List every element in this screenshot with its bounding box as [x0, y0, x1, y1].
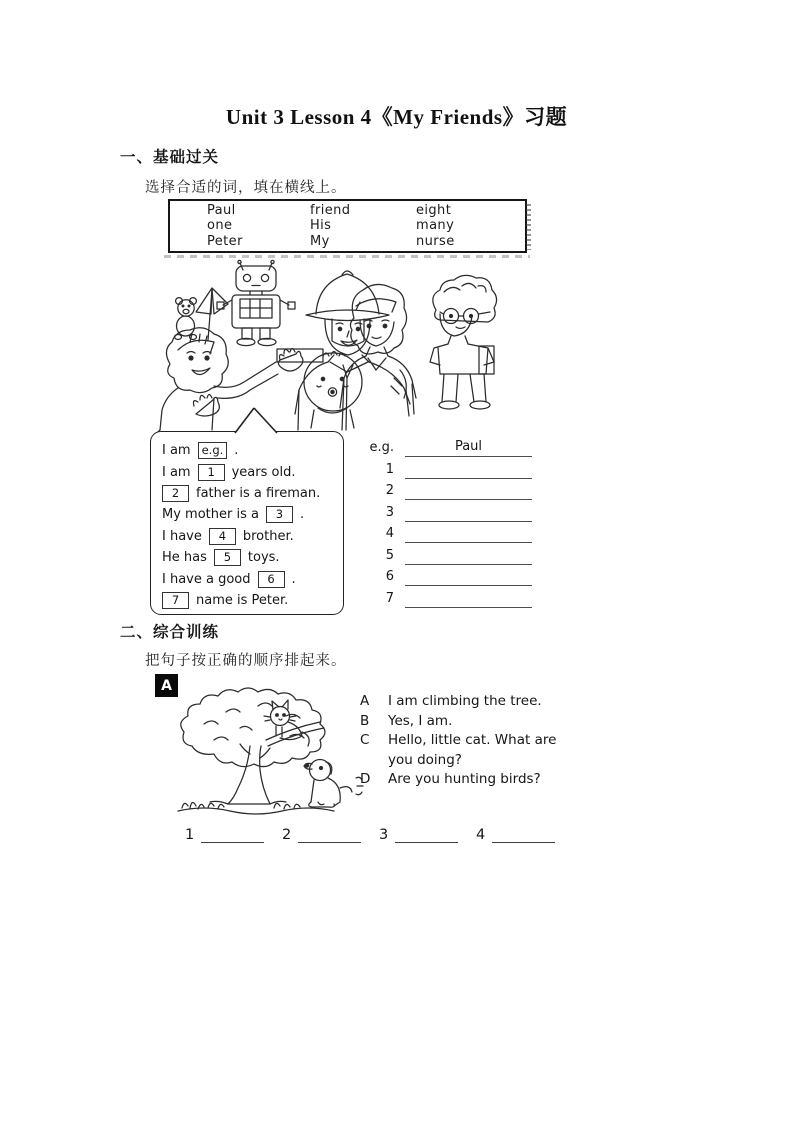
sentence-text: brother.	[242, 528, 294, 544]
answer-label: 7	[385, 590, 394, 606]
option-row	[360, 692, 576, 712]
word-bank-word: My	[310, 233, 330, 249]
order-blanks	[185, 828, 573, 843]
sentence-row	[162, 590, 343, 611]
word-bank-word: Peter	[207, 233, 243, 249]
dog-drawing	[304, 760, 363, 808]
option-letter: A	[360, 693, 370, 709]
order-blank-line	[298, 830, 361, 843]
page-title: Unit 3 Lesson 4《My Friends》习题	[225, 105, 568, 129]
answer-blank	[405, 568, 532, 586]
answer-label: e.g.	[369, 440, 394, 456]
order-blank-item	[476, 828, 573, 843]
option-letter: B	[360, 712, 370, 729]
speech-bubble	[150, 431, 344, 615]
answer-column	[362, 436, 532, 608]
answer-blank	[405, 461, 532, 479]
answer-label: 3	[385, 504, 394, 520]
answer-row	[362, 565, 532, 586]
option-letter: D	[360, 771, 371, 787]
speech-bubble-tail	[233, 406, 279, 434]
answer-label: 1	[385, 461, 394, 477]
answer-row	[362, 479, 532, 500]
option-text: Yes, I am.	[388, 712, 453, 729]
blank-number-box: 4	[209, 528, 236, 545]
word-bank-box	[168, 199, 527, 253]
blank-number-box: 2	[162, 485, 189, 502]
answer-label: 5	[385, 547, 394, 563]
sentence-row	[162, 568, 343, 589]
answer-row	[362, 457, 532, 478]
sentence-text: father is a fireman.	[196, 485, 321, 501]
option-text: I am climbing the tree.	[388, 693, 542, 709]
glasses-boy-drawing	[430, 275, 497, 409]
order-blank-line	[201, 830, 264, 843]
cat-drawing	[264, 700, 324, 746]
sentence-text: name is Peter.	[196, 592, 289, 608]
answer-blank	[405, 504, 532, 522]
answer-label: 6	[385, 569, 394, 585]
blank-number-box: 7	[162, 592, 189, 609]
answer-label: 2	[385, 483, 394, 499]
option-text: Are you hunting birds?	[388, 771, 541, 787]
sentence-row	[162, 547, 343, 568]
answer-row	[362, 522, 532, 543]
answer-blank	[405, 482, 532, 500]
word-bank-word: His	[310, 218, 332, 234]
section2-instruction: 把句子按正确的顺序排起来。	[145, 653, 347, 669]
family-illustration	[148, 258, 513, 432]
answer-row	[362, 586, 532, 607]
answer-blank	[405, 590, 532, 608]
order-blank-item	[282, 828, 379, 843]
blank-number-box: 3	[266, 506, 293, 523]
blank-number-box: 6	[258, 571, 285, 588]
sentence-text: My mother is a	[162, 507, 259, 523]
sentence-text: .	[291, 571, 296, 587]
option-row	[360, 731, 576, 770]
sentence-text: I have	[162, 528, 202, 544]
tree-drawing	[181, 688, 325, 804]
section1-instruction: 选择合适的词，填在横线上。	[145, 180, 347, 196]
sentence-text: He has	[162, 550, 207, 566]
order-number: 2	[282, 827, 292, 843]
sentence-text: years old.	[231, 464, 296, 480]
word-bank-word: Paul	[207, 202, 236, 218]
order-number: 1	[185, 827, 195, 843]
sentence-row	[162, 483, 343, 504]
sentence-text: I am	[162, 464, 191, 480]
sentence-row	[162, 526, 343, 547]
options-list	[360, 692, 576, 790]
answer-row	[362, 543, 532, 564]
option-row	[360, 770, 576, 790]
sentence-text: .	[234, 443, 239, 459]
sentence-text: toys.	[247, 550, 280, 566]
order-number: 3	[379, 827, 389, 843]
sentence-text: I am	[162, 443, 191, 459]
option-row	[360, 712, 576, 732]
word-bank-word: many	[416, 218, 455, 234]
sentence-text: I have a good	[162, 571, 251, 587]
answer-blank	[405, 525, 532, 543]
section2-heading: 二、综合训练	[120, 623, 220, 641]
order-blank-item	[379, 828, 476, 843]
blank-number-box: 5	[214, 549, 241, 566]
answer-blank	[405, 547, 532, 565]
blank-number-box: 1	[198, 464, 225, 481]
answer-row	[362, 500, 532, 521]
word-bank-word: friend	[310, 202, 351, 218]
word-bank-word: nurse	[416, 233, 455, 249]
sentence-row	[162, 440, 343, 461]
speaking-boy-drawing	[158, 328, 303, 432]
word-bank-word: one	[207, 218, 233, 234]
robot-drawing	[217, 260, 295, 345]
tree-cat-dog-illustration	[174, 684, 366, 816]
sentence-text: .	[299, 507, 305, 523]
sentence-row	[162, 461, 343, 482]
section1-heading: 一、基础过关	[120, 148, 220, 166]
order-blank-item	[185, 828, 282, 843]
order-number: 4	[476, 827, 486, 843]
order-blank-line	[492, 830, 555, 843]
picture-label-a: A	[155, 674, 178, 697]
answer-label: 4	[385, 526, 394, 542]
answer-blank: Paul	[405, 439, 532, 457]
option-letter: C	[360, 732, 370, 748]
answer-row	[362, 436, 532, 457]
word-bank-word: eight	[416, 202, 452, 218]
blank-number-box: e.g.	[198, 442, 228, 459]
option-text: Hello, little cat. What are you doing?	[388, 732, 557, 768]
sentence-row	[162, 504, 343, 525]
order-blank-line	[395, 830, 458, 843]
